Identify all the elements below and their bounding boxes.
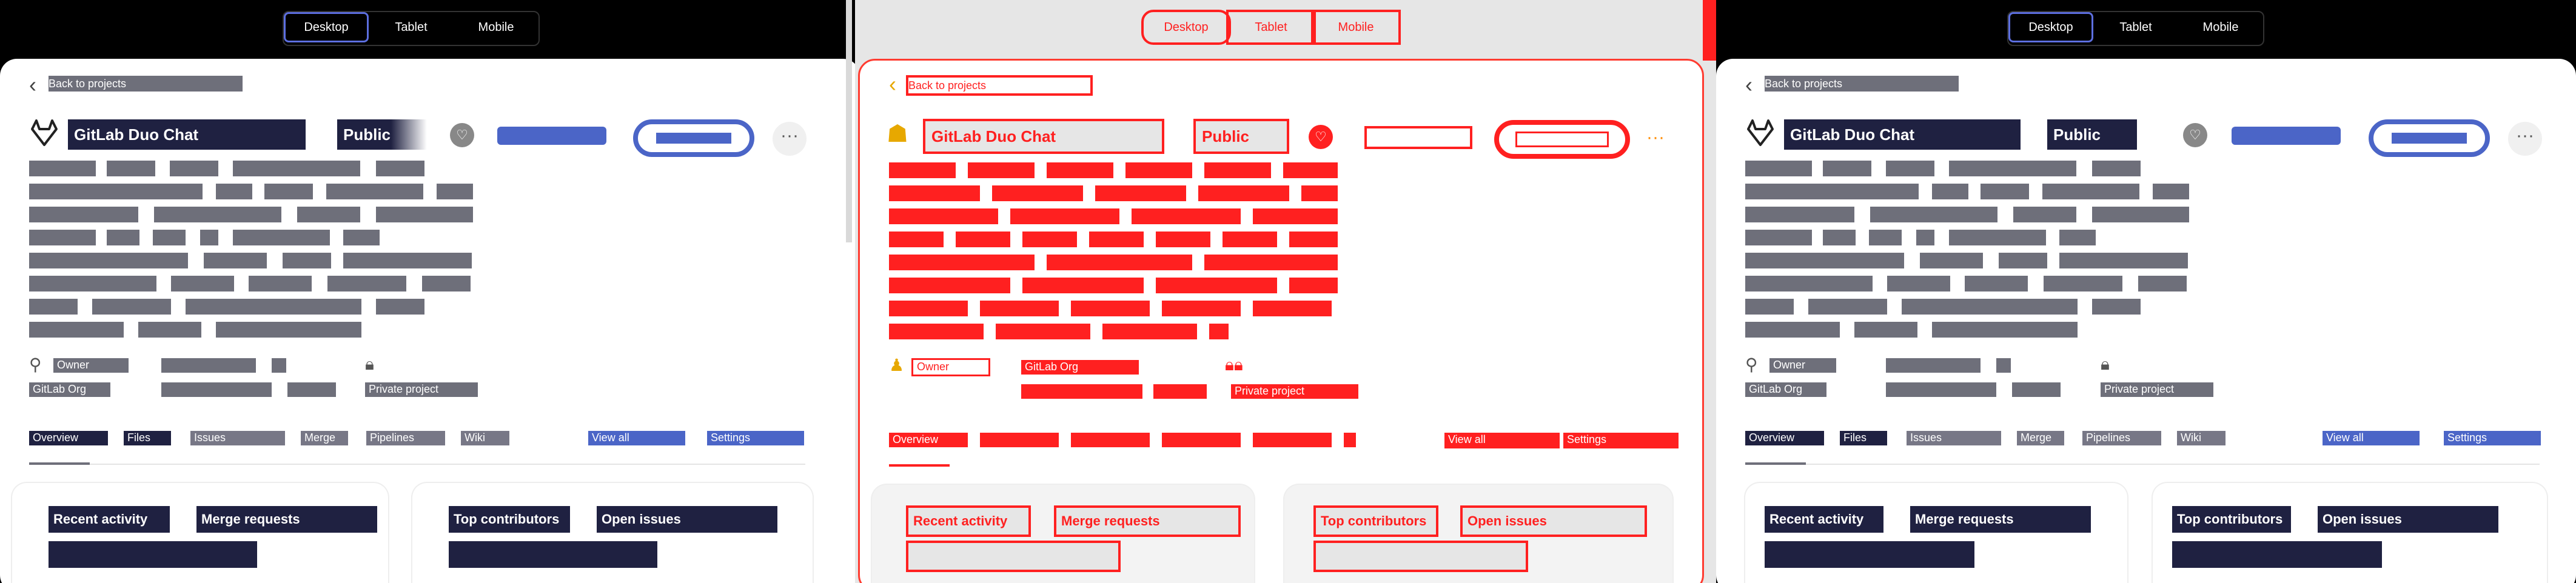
tab-indicator	[1745, 462, 1806, 465]
tab-pipelines[interactable]: Pipelines	[366, 431, 445, 445]
visibility-value: Private project	[365, 382, 478, 397]
description	[29, 253, 188, 268]
divider	[29, 464, 805, 465]
user-icon: ♟	[889, 356, 905, 375]
card-title: Top contributors	[449, 506, 570, 533]
description	[1745, 207, 1854, 222]
card-subtitle: Open issues	[597, 506, 777, 533]
gitlab-logo-icon	[1745, 118, 1776, 148]
project-tag: Public	[1196, 121, 1287, 152]
clone-button[interactable]	[2369, 119, 2490, 157]
tab-files[interactable]: Files	[1840, 431, 1887, 445]
meta-item	[1153, 384, 1207, 399]
clone-button[interactable]	[633, 119, 754, 157]
card-subtitle: Open issues	[2318, 506, 2498, 533]
owner-label: Owner	[913, 360, 988, 375]
description	[29, 299, 78, 315]
activity-card[interactable]	[1745, 483, 2127, 583]
breadcrumb[interactable]: Back to projects	[1765, 76, 1959, 92]
tab-overview[interactable]: Overview	[1745, 431, 1824, 445]
description	[2059, 253, 2188, 268]
view-all-link[interactable]: View all	[1444, 433, 1560, 448]
description	[29, 230, 96, 245]
owner-value[interactable]: GitLab Org	[1021, 360, 1139, 375]
description	[376, 161, 424, 176]
breadcrumb[interactable]: Back to projects	[908, 78, 1090, 93]
divider	[1745, 464, 2540, 465]
tab-overview[interactable]: Overview	[29, 431, 108, 445]
project-tag: Public	[337, 119, 427, 150]
tab-files[interactable]: Files	[124, 431, 171, 445]
description	[1886, 161, 1934, 176]
gitlab-logo-icon	[29, 118, 59, 148]
description	[283, 253, 331, 268]
card-body	[1765, 541, 1974, 568]
breadcrumb[interactable]: Back to projects	[49, 76, 243, 92]
description	[200, 230, 218, 245]
contributors-card[interactable]	[1284, 485, 1672, 583]
meta-item	[1021, 384, 1142, 399]
description	[2042, 184, 2139, 199]
description	[1869, 230, 1902, 245]
description	[1823, 230, 1856, 245]
description	[889, 232, 1338, 247]
view-all-link[interactable]: View all	[588, 431, 685, 445]
heart-icon[interactable]: ♡	[450, 123, 474, 147]
description	[2092, 299, 2141, 315]
owner-label: Owner	[1769, 358, 1836, 373]
settings-link[interactable]: Settings	[1563, 433, 1679, 448]
meta-item	[1886, 358, 1981, 373]
page-title: GitLab Duo Chat	[68, 119, 306, 150]
description	[1745, 184, 1919, 199]
description	[889, 324, 1229, 339]
page-title: GitLab Duo Chat	[1784, 119, 2021, 150]
tab-merge[interactable]: Merge	[301, 431, 348, 445]
description	[29, 207, 138, 222]
description	[343, 230, 380, 245]
description	[422, 276, 471, 292]
panel-left	[0, 0, 855, 583]
description	[437, 184, 473, 199]
scrollbar[interactable]	[846, 0, 852, 242]
description	[216, 322, 361, 338]
visibility-value: Private project	[1231, 384, 1358, 399]
segment-desktop[interactable]: Desktop	[1144, 12, 1229, 42]
lock-icon: 🔒︎🔒︎	[1225, 355, 1243, 374]
description	[249, 276, 312, 292]
description	[29, 322, 124, 338]
description	[2059, 230, 2096, 245]
card-title: Top contributors	[1316, 508, 1436, 535]
description	[1745, 322, 1840, 338]
tab-issues[interactable]: Issues	[1907, 431, 2001, 445]
description	[1870, 207, 1997, 222]
gitlab-logo-icon: ☗	[887, 121, 908, 147]
card-subtitle: Merge requests	[196, 506, 377, 533]
description	[889, 278, 1338, 293]
card-title: Recent activity	[908, 508, 1028, 535]
description	[2153, 184, 2189, 199]
tab-merge[interactable]: Merge	[2017, 431, 2064, 445]
description	[233, 161, 360, 176]
description	[343, 253, 472, 268]
panel-center	[855, 0, 1716, 583]
card-body	[2172, 541, 2382, 568]
description	[2092, 207, 2189, 222]
description	[376, 299, 424, 315]
description	[889, 301, 1338, 316]
description	[1932, 184, 1968, 199]
tab-wiki[interactable]: Wiki	[461, 431, 509, 445]
card-title: Top contributors	[2172, 506, 2291, 533]
description	[1999, 253, 2047, 268]
heart-icon[interactable]: ♡	[2183, 123, 2207, 147]
view-all-link[interactable]: View all	[2323, 431, 2420, 445]
description	[326, 184, 423, 199]
description	[107, 230, 139, 245]
meta-item	[1996, 358, 2011, 373]
description	[2044, 276, 2122, 292]
view-switcher[interactable]	[2007, 11, 2264, 46]
meta-item	[2012, 382, 2061, 397]
card-title: Recent activity	[1765, 506, 1883, 533]
chevron-left-icon[interactable]: ‹	[1745, 72, 1753, 97]
description	[1808, 299, 1887, 315]
star-button[interactable]	[2232, 127, 2341, 145]
meta-item	[287, 382, 336, 397]
description	[376, 207, 473, 222]
description	[327, 276, 406, 292]
view-switcher[interactable]	[1142, 11, 1400, 46]
description	[1932, 322, 2078, 338]
description	[2092, 161, 2141, 176]
description	[297, 207, 360, 222]
activity-card[interactable]	[12, 483, 388, 583]
description	[1949, 230, 2046, 245]
description	[1965, 276, 2028, 292]
description	[138, 322, 201, 338]
description	[889, 162, 1338, 178]
description	[186, 299, 361, 315]
description	[29, 276, 156, 292]
contributors-card[interactable]	[2153, 483, 2547, 583]
card-body	[908, 543, 1118, 570]
meta-item	[161, 382, 272, 397]
description	[889, 185, 1338, 201]
description	[1854, 322, 1917, 338]
card-subtitle: Open issues	[1463, 508, 1645, 535]
owner-value[interactable]: GitLab Org	[29, 382, 110, 397]
card-body	[1316, 543, 1526, 570]
description	[1981, 184, 2029, 199]
description	[1916, 230, 1934, 245]
description	[1745, 253, 1904, 268]
description	[1745, 299, 1794, 315]
segment-mobile[interactable]: Mobile	[2202, 20, 2239, 34]
description	[154, 207, 281, 222]
project-tag: Public	[2047, 119, 2137, 150]
chevron-left-icon[interactable]: ‹	[29, 72, 36, 97]
more-options-icon[interactable]: ···	[1646, 127, 1665, 147]
description	[889, 255, 1338, 270]
description	[2013, 207, 2076, 222]
contributors-card[interactable]	[412, 483, 813, 583]
scrollbar[interactable]	[1703, 0, 1716, 61]
card-body	[449, 541, 657, 568]
lock-icon: 🔒︎	[2101, 355, 2110, 373]
description	[233, 230, 330, 245]
description	[1745, 161, 1812, 176]
segment-tablet[interactable]: Tablet	[2119, 20, 2152, 34]
description	[889, 208, 1338, 224]
description	[1823, 161, 1871, 176]
owner-label: Owner	[53, 358, 129, 373]
more-options-icon[interactable]: ···	[2508, 122, 2542, 156]
description	[1920, 253, 1983, 268]
description	[204, 253, 267, 268]
description	[216, 184, 252, 199]
tab-issues[interactable]: Issues	[190, 431, 285, 445]
tab-indicator	[889, 464, 950, 467]
card-title: Recent activity	[49, 506, 170, 533]
star-button[interactable]	[1367, 128, 1470, 147]
activity-card[interactable]	[872, 485, 1254, 583]
settings-link[interactable]: Settings	[707, 431, 804, 445]
meta-item	[272, 358, 286, 373]
project-card	[0, 59, 855, 583]
description	[1887, 276, 1950, 292]
card-body	[49, 541, 257, 568]
settings-link[interactable]: Settings	[2444, 431, 2541, 445]
chevron-left-icon[interactable]: ‹	[889, 72, 896, 96]
panel-right	[1716, 0, 2576, 583]
lock-icon: 🔒︎	[365, 355, 374, 373]
description	[29, 184, 203, 199]
tab-overview[interactable]: Overview	[889, 433, 1356, 447]
clone-button[interactable]	[1494, 120, 1630, 159]
description	[171, 276, 234, 292]
segment-desktop[interactable]: Desktop	[2008, 12, 2093, 42]
owner-value[interactable]: GitLab Org	[1745, 382, 1826, 397]
segment-tablet[interactable]: Tablet	[1229, 12, 1313, 42]
project-card	[858, 59, 1704, 583]
description	[264, 184, 313, 199]
user-icon: ⚲	[29, 355, 42, 374]
description	[1902, 299, 2078, 315]
description	[2138, 276, 2187, 292]
description	[170, 161, 218, 176]
tab-wiki[interactable]: Wiki	[2177, 431, 2225, 445]
meta-item	[1886, 382, 1996, 397]
description	[107, 161, 155, 176]
segment-tablet[interactable]: Tablet	[395, 20, 428, 34]
description	[29, 161, 96, 176]
card-subtitle: Merge requests	[1056, 508, 1238, 535]
segment-mobile[interactable]: Mobile	[478, 20, 514, 34]
project-card	[1716, 59, 2576, 583]
card-subtitle: Merge requests	[1910, 506, 2091, 533]
tab-pipelines[interactable]: Pipelines	[2082, 431, 2161, 445]
description	[92, 299, 171, 315]
meta-item	[161, 358, 256, 373]
more-options-icon[interactable]: ···	[773, 122, 807, 156]
visibility-value: Private project	[2101, 382, 2213, 397]
description	[1949, 161, 2076, 176]
description	[153, 230, 186, 245]
user-icon: ⚲	[1745, 355, 1758, 374]
page-title: GitLab Duo Chat	[925, 121, 1162, 152]
description	[1745, 276, 1873, 292]
segment-desktop[interactable]: Desktop	[284, 12, 369, 42]
view-switcher[interactable]	[283, 11, 540, 46]
heart-icon[interactable]: ♡	[1309, 125, 1333, 149]
description	[1745, 230, 1812, 245]
segment-mobile[interactable]: Mobile	[1313, 12, 1398, 42]
star-button[interactable]	[497, 127, 606, 145]
tab-indicator	[29, 462, 90, 465]
